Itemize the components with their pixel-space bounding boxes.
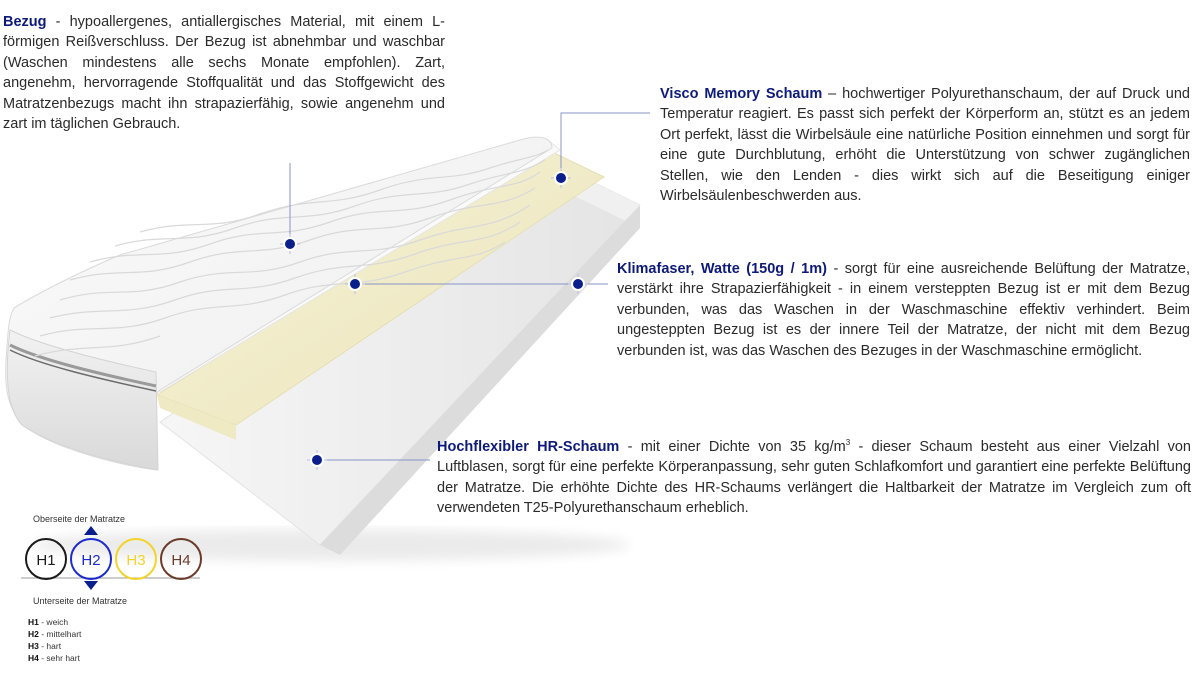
legend-key-h4: H4 - sehr hart — [28, 653, 80, 663]
klima-title: Klimafaser, Watte (150g / 1m) — [617, 261, 827, 277]
legend-bottom-label: Unterseite der Matratze — [33, 596, 128, 606]
hr-superscript: 3 — [845, 438, 851, 447]
visco-text: – hochwertiger Polyurethanschaum, der auf Druck und Temperatur reagiert. Es passt sich perfekt der Körperform an, stützt es an jedem Ort perfekt, lässt die Wirbelsäule eine natürliche Position einnehmen und sorgt für eine gute Durchblutung, erhöht die Unterstützung von schwer zugänglichen Stellen, wie den Lenden - dies wirkt sich auf die Beseitigung einiger Wirbelsäulenbeschwerden aus. — [660, 86, 1190, 205]
h1-label: H1 — [36, 552, 56, 569]
legend-keys — [28, 616, 81, 664]
legend-key-h1: H1 - weich — [28, 617, 69, 627]
hr-text-b: - dieser Schaum besteht aus einer Vielzahl von Luftblasen, sorgt für eine perfekte Körperanpassung, sehr guten Schlafkomfort und garantiert eine perfekte Belüftung der Matratze. Die erhöhte Dichte des HR-Schaums verlängert die Haltbarkeit der Matratze im Vergleich zum oft verwendeten T25-Polyurethanschaum erheblich. — [437, 438, 1191, 517]
legend-key-h3: H3 - hart — [28, 641, 62, 651]
bottom-arrow-icon — [84, 581, 98, 590]
klima-description — [617, 259, 1190, 361]
hr-title: Hochflexibler HR-Schaum — [437, 438, 620, 455]
h2-label: H2 — [81, 552, 101, 569]
h3-label: H3 — [126, 552, 146, 569]
legend-key-h2: H2 - mittelhart — [28, 629, 82, 639]
bezug-text: - hypoallergenes, antiallergisches Material, mit einem L-förmigen Reißverschluss. Der Bezug ist abnehmbar und waschbar (Waschen mindestens alle sechs Monate empfohlen). Zart, angenehm, hervorragende Stoffqualität und das Stoffgewicht des Matratzenbezugs macht ihn strapazierfähig, sowie angenehm und zart im täglichen Gebrauch. — [3, 14, 445, 133]
top-arrow-icon — [84, 526, 98, 535]
klima-text: - sorgt für eine ausreichende Belüftung der Matratze, verstärkt ihre Strapazierfähigkeit - in einem versteppten Bezug ist er mit dem Bezug verbunden, was das Waschen in der Waschmaschine effektiv verhindert. Beim ungesteppten Bezug ist es der innere Teil der Matratze, der nicht mit dem Bezug verbunden ist, was das Waschen des Bezuges in der Waschmaschine ermöglicht. — [617, 261, 1191, 359]
hr-description — [437, 433, 1191, 518]
bezug-description — [3, 12, 445, 134]
hr-text-a: - mit einer Dichte von 35 kg/m — [619, 438, 846, 455]
visco-title: Visco Memory Schaum — [660, 86, 823, 102]
legend-top-label: Oberseite der Matratze — [33, 514, 126, 524]
visco-description — [660, 84, 1190, 206]
bezug-title: Bezug — [3, 14, 47, 30]
h4-label: H4 — [171, 552, 191, 569]
